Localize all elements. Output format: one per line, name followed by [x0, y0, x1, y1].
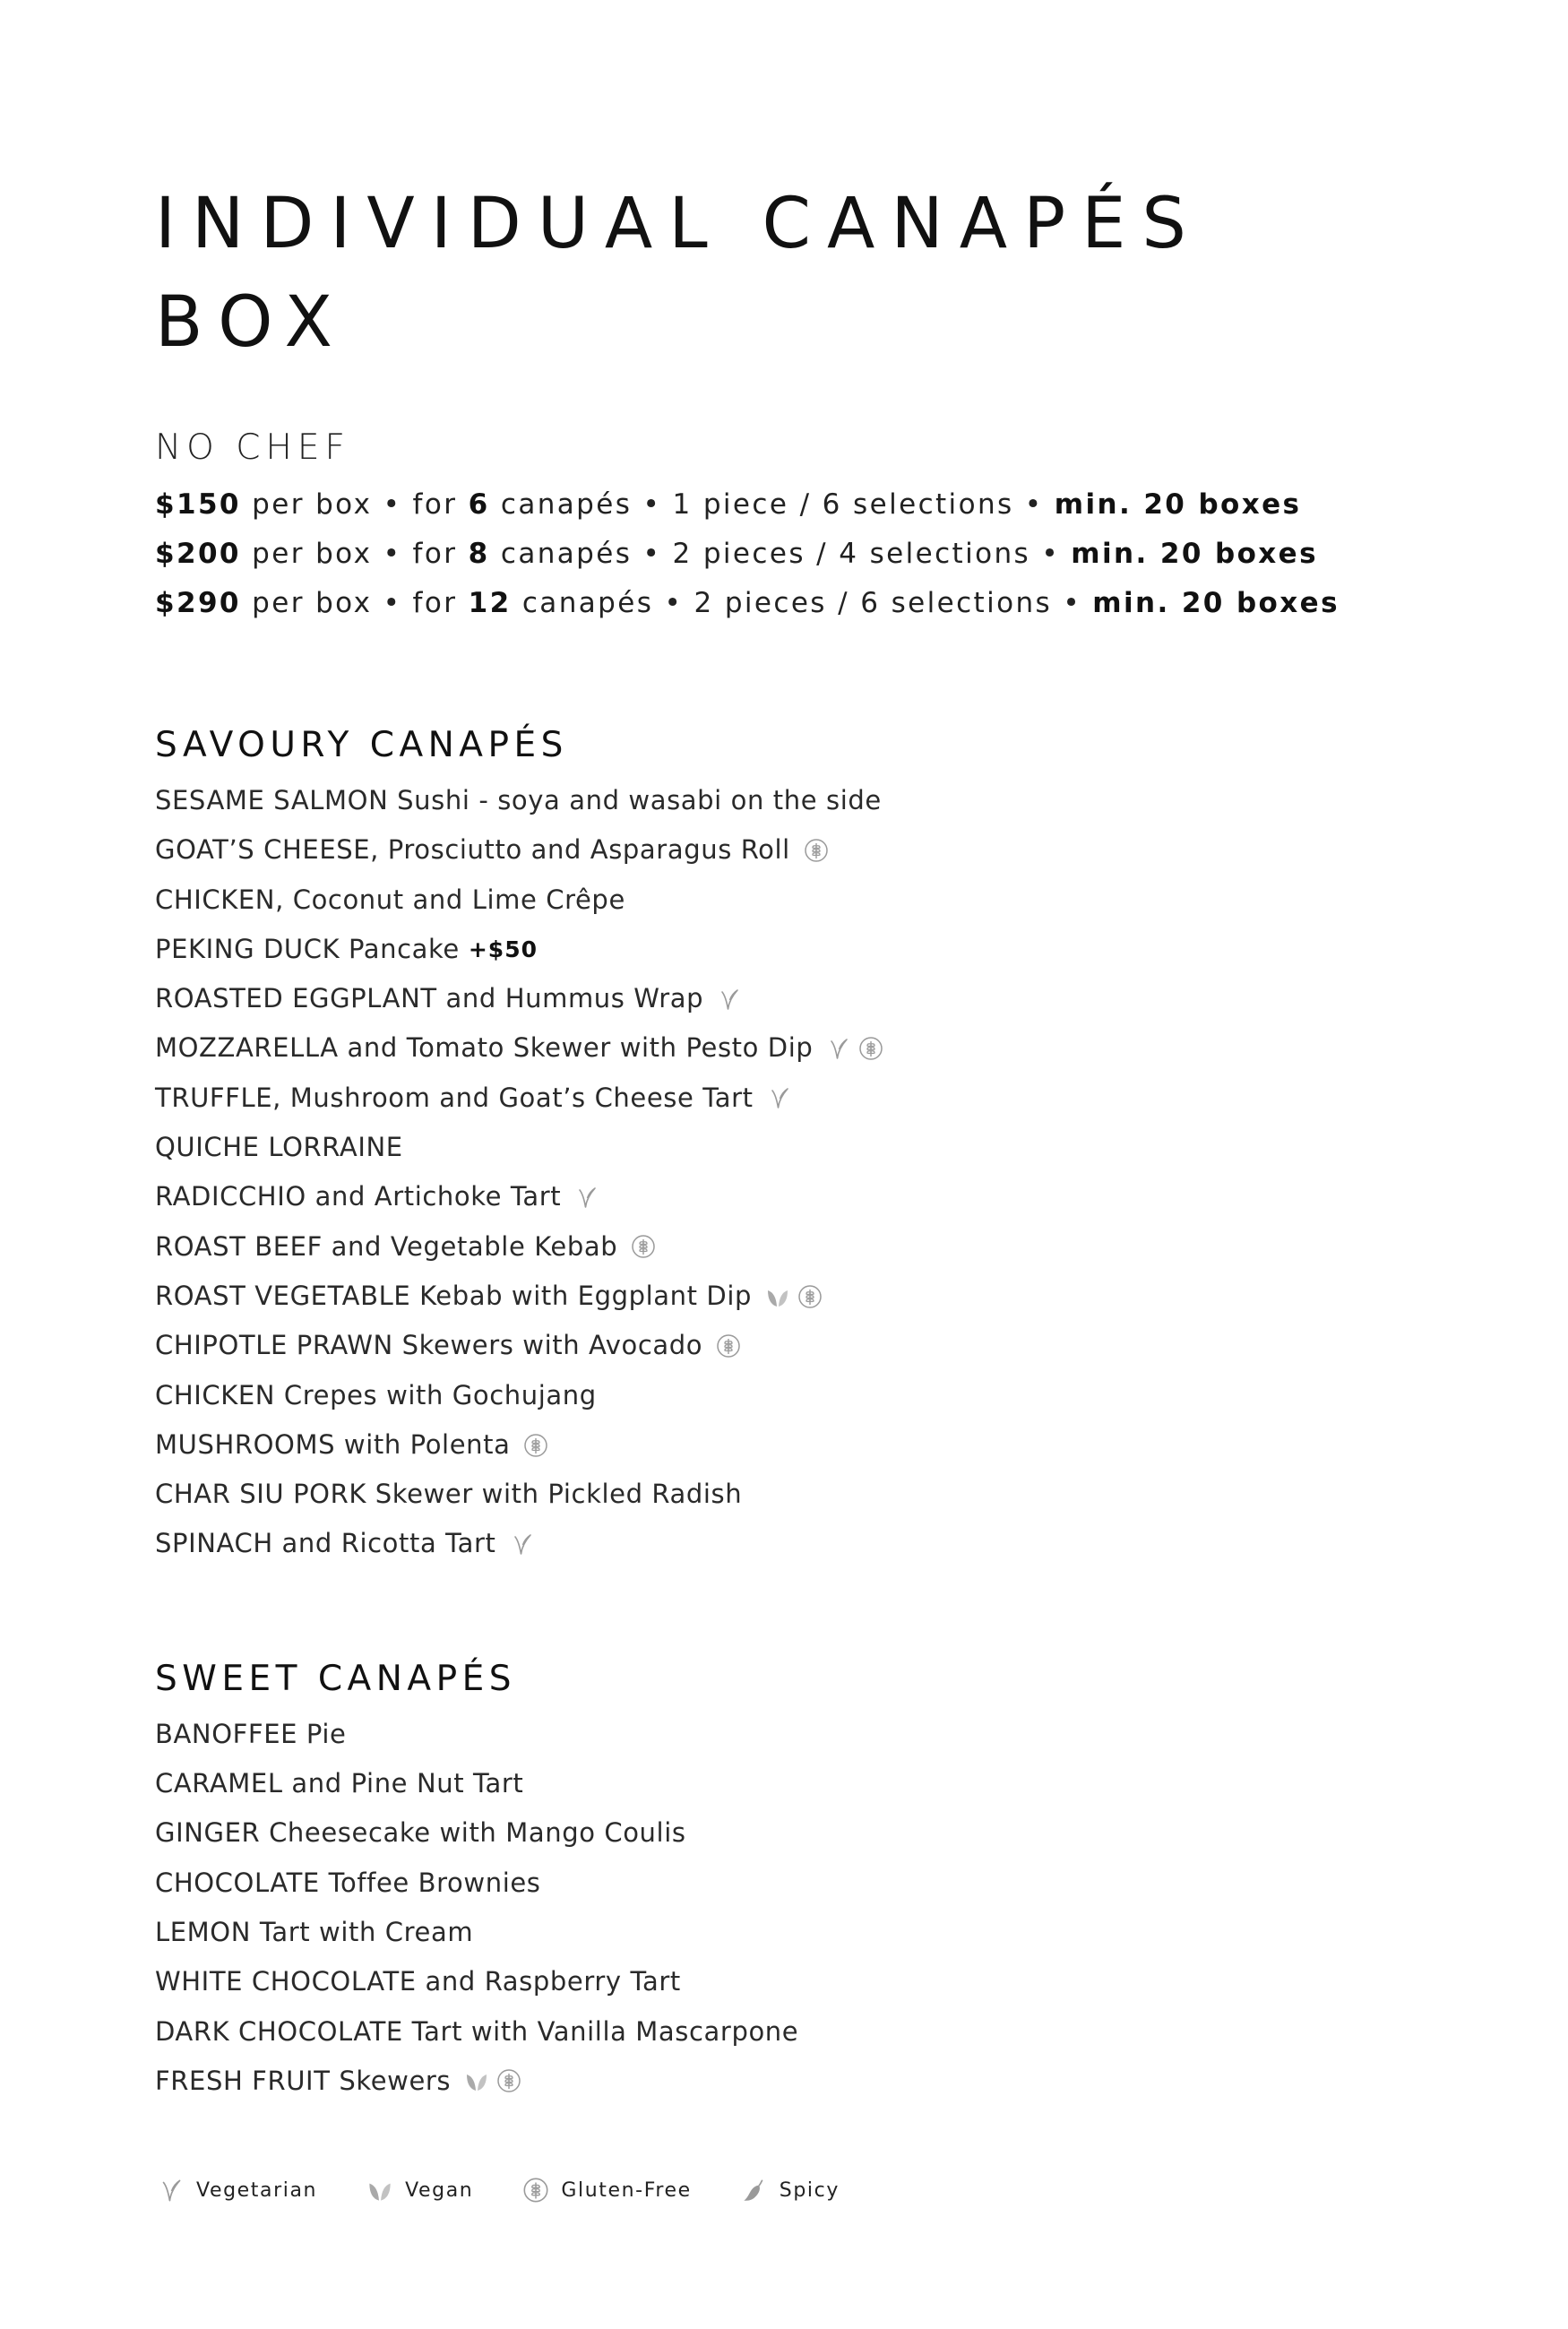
price-value: $290	[155, 587, 241, 619]
list-item	[155, 1710, 1427, 1759]
list-item	[155, 1519, 1427, 1568]
list-item	[155, 1808, 1427, 1858]
item-label: MOZZARELLA and Tomato Skewer with Pesto Dip	[155, 1032, 814, 1064]
vegan-icon	[461, 2066, 492, 2096]
vegetarian-icon	[823, 1033, 854, 1064]
title-line-2: BOX	[155, 282, 349, 363]
gluten-free-icon	[521, 1430, 551, 1461]
canape-count: 8	[468, 538, 490, 570]
legend-label: Gluten-Free	[561, 2178, 692, 2202]
list-item	[155, 1470, 1427, 1519]
gluten-free-icon	[628, 1231, 659, 1262]
vegetarian-icon	[764, 1083, 795, 1113]
savoury-canape-list	[155, 776, 1427, 1569]
canape-details: canapés • 2 pieces / 4 selections •	[500, 538, 1061, 570]
list-item	[155, 1957, 1427, 2006]
list-item	[155, 1074, 1427, 1123]
list-item	[155, 974, 1427, 1023]
canape-details: canapés • 2 pieces / 6 selections •	[521, 587, 1081, 619]
price-option	[155, 579, 1427, 628]
item-label: SESAME SALMON Sushi - soya and wasabi on the side	[155, 785, 882, 815]
item-label: BANOFFEE Pie	[155, 1718, 347, 1749]
item-label: SPINACH and Ricotta Tart	[155, 1528, 496, 1559]
list-item	[155, 1023, 1427, 1073]
price-per-box-text: per box • for	[252, 488, 458, 521]
gluten-free-icon	[856, 1033, 886, 1064]
dietary-icons	[823, 1033, 886, 1064]
minimum-order: min. 20 boxes	[1054, 488, 1302, 521]
pricing-list	[155, 480, 1427, 628]
price-option	[155, 480, 1427, 530]
list-item	[155, 825, 1427, 875]
title-line-1: INDIVIDUAL CANAPÉS	[155, 184, 1202, 264]
gluten-free-icon	[494, 2066, 524, 2096]
savoury-section-heading: SAVOURY CANAPÉS	[155, 725, 568, 765]
price-value: $200	[155, 538, 241, 570]
list-item	[155, 1371, 1427, 1420]
dietary-icons	[801, 835, 831, 866]
canape-count: 6	[468, 488, 490, 521]
dietary-icons	[461, 2066, 524, 2096]
list-item	[155, 1420, 1427, 1470]
vegetarian-icon	[714, 984, 745, 1014]
item-label: ROAST VEGETABLE Kebab with Eggplant Dip	[155, 1280, 753, 1311]
list-item	[155, 1859, 1427, 1908]
item-label: CHAR SIU PORK Skewer with Pickled Radish	[155, 1479, 743, 1510]
item-label: RADICCHIO and Artichoke Tart	[155, 1181, 562, 1212]
canape-count: 12	[468, 587, 512, 619]
legend-item	[738, 2174, 840, 2206]
list-item	[155, 1123, 1427, 1172]
vegetarian-icon	[155, 2174, 187, 2206]
legend-label: Vegan	[405, 2178, 474, 2202]
price-option	[155, 530, 1427, 579]
minimum-order: min. 20 boxes	[1092, 587, 1340, 619]
price-per-box-text: per box • for	[252, 587, 458, 619]
list-item	[155, 2057, 1427, 2106]
sweet-canape-list	[155, 1710, 1427, 2106]
price-value: $150	[155, 488, 241, 521]
list-item	[155, 776, 1427, 825]
gluten-free-icon	[801, 835, 831, 866]
vegan-icon	[762, 1281, 793, 1312]
list-item	[155, 1759, 1427, 1808]
list-item	[155, 1321, 1427, 1370]
price-per-box-text: per box • for	[252, 538, 458, 570]
item-label: FRESH FRUIT Skewers	[155, 2065, 452, 2096]
legend-label: Vegetarian	[196, 2178, 318, 2202]
page-title	[155, 175, 1427, 372]
item-label: MUSHROOMS with Polenta	[155, 1428, 511, 1460]
item-label: CHICKEN Crepes with Gochujang	[155, 1379, 597, 1410]
menu-page	[155, 175, 1427, 2106]
vegetarian-icon	[572, 1182, 602, 1212]
list-item	[155, 1172, 1427, 1221]
gluten-free-icon	[713, 1331, 744, 1361]
item-label: GINGER Cheesecake with Mango Coulis	[155, 1817, 686, 1849]
list-item	[155, 925, 1427, 974]
dietary-icons	[714, 984, 745, 1014]
dietary-icons	[628, 1231, 659, 1262]
gluten-free-icon	[520, 2174, 552, 2206]
item-label: CARAMEL and Pine Nut Tart	[155, 1768, 524, 1799]
dietary-icons	[762, 1281, 825, 1312]
item-label: ROAST BEEF and Vegetable Kebab	[155, 1230, 618, 1262]
list-item	[155, 2007, 1427, 2057]
legend-label: Spicy	[779, 2178, 840, 2202]
list-item	[155, 876, 1427, 925]
dietary-icons	[521, 1430, 551, 1461]
item-label: WHITE CHOCOLATE and Raspberry Tart	[155, 1966, 681, 1997]
item-label: PEKING DUCK Pancake	[155, 933, 460, 964]
dietary-legend	[155, 2174, 886, 2206]
service-type-label: NO CHEF	[155, 427, 350, 468]
item-label: TRUFFLE, Mushroom and Goat’s Cheese Tart	[155, 1082, 754, 1113]
vegetarian-icon	[507, 1529, 538, 1559]
dietary-icons	[764, 1083, 795, 1113]
spicy-icon	[738, 2174, 771, 2206]
item-label: QUICHE LORRAINE	[155, 1132, 403, 1163]
item-label: CHICKEN, Coconut and Lime Crêpe	[155, 884, 625, 915]
list-item	[155, 1272, 1427, 1321]
item-label: CHIPOTLE PRAWN Skewers with Avocado	[155, 1330, 703, 1361]
item-label: CHOCOLATE Toffee Brownies	[155, 1867, 541, 1898]
canape-details: canapés • 1 piece / 6 selections •	[500, 488, 1044, 521]
dietary-icons	[713, 1331, 744, 1361]
item-label: ROASTED EGGPLANT and Hummus Wrap	[155, 983, 704, 1014]
item-label: GOAT’S CHEESE, Prosciutto and Asparagus Roll	[155, 834, 790, 866]
legend-item	[364, 2174, 473, 2206]
dietary-icons	[507, 1529, 538, 1559]
legend-item	[520, 2174, 691, 2206]
vegan-icon	[364, 2174, 396, 2206]
minimum-order: min. 20 boxes	[1071, 538, 1318, 570]
list-item	[155, 1908, 1427, 1957]
item-surcharge: +$50	[468, 936, 538, 962]
item-label: DARK CHOCOLATE Tart with Vanilla Mascarpone	[155, 2015, 799, 2047]
gluten-free-icon	[795, 1281, 825, 1312]
sweet-section-heading: SWEET CANAPÉS	[155, 1658, 516, 1699]
dietary-icons	[572, 1182, 602, 1212]
legend-item	[155, 2174, 317, 2206]
item-label: LEMON Tart with Cream	[155, 1916, 474, 1947]
list-item	[155, 1222, 1427, 1272]
